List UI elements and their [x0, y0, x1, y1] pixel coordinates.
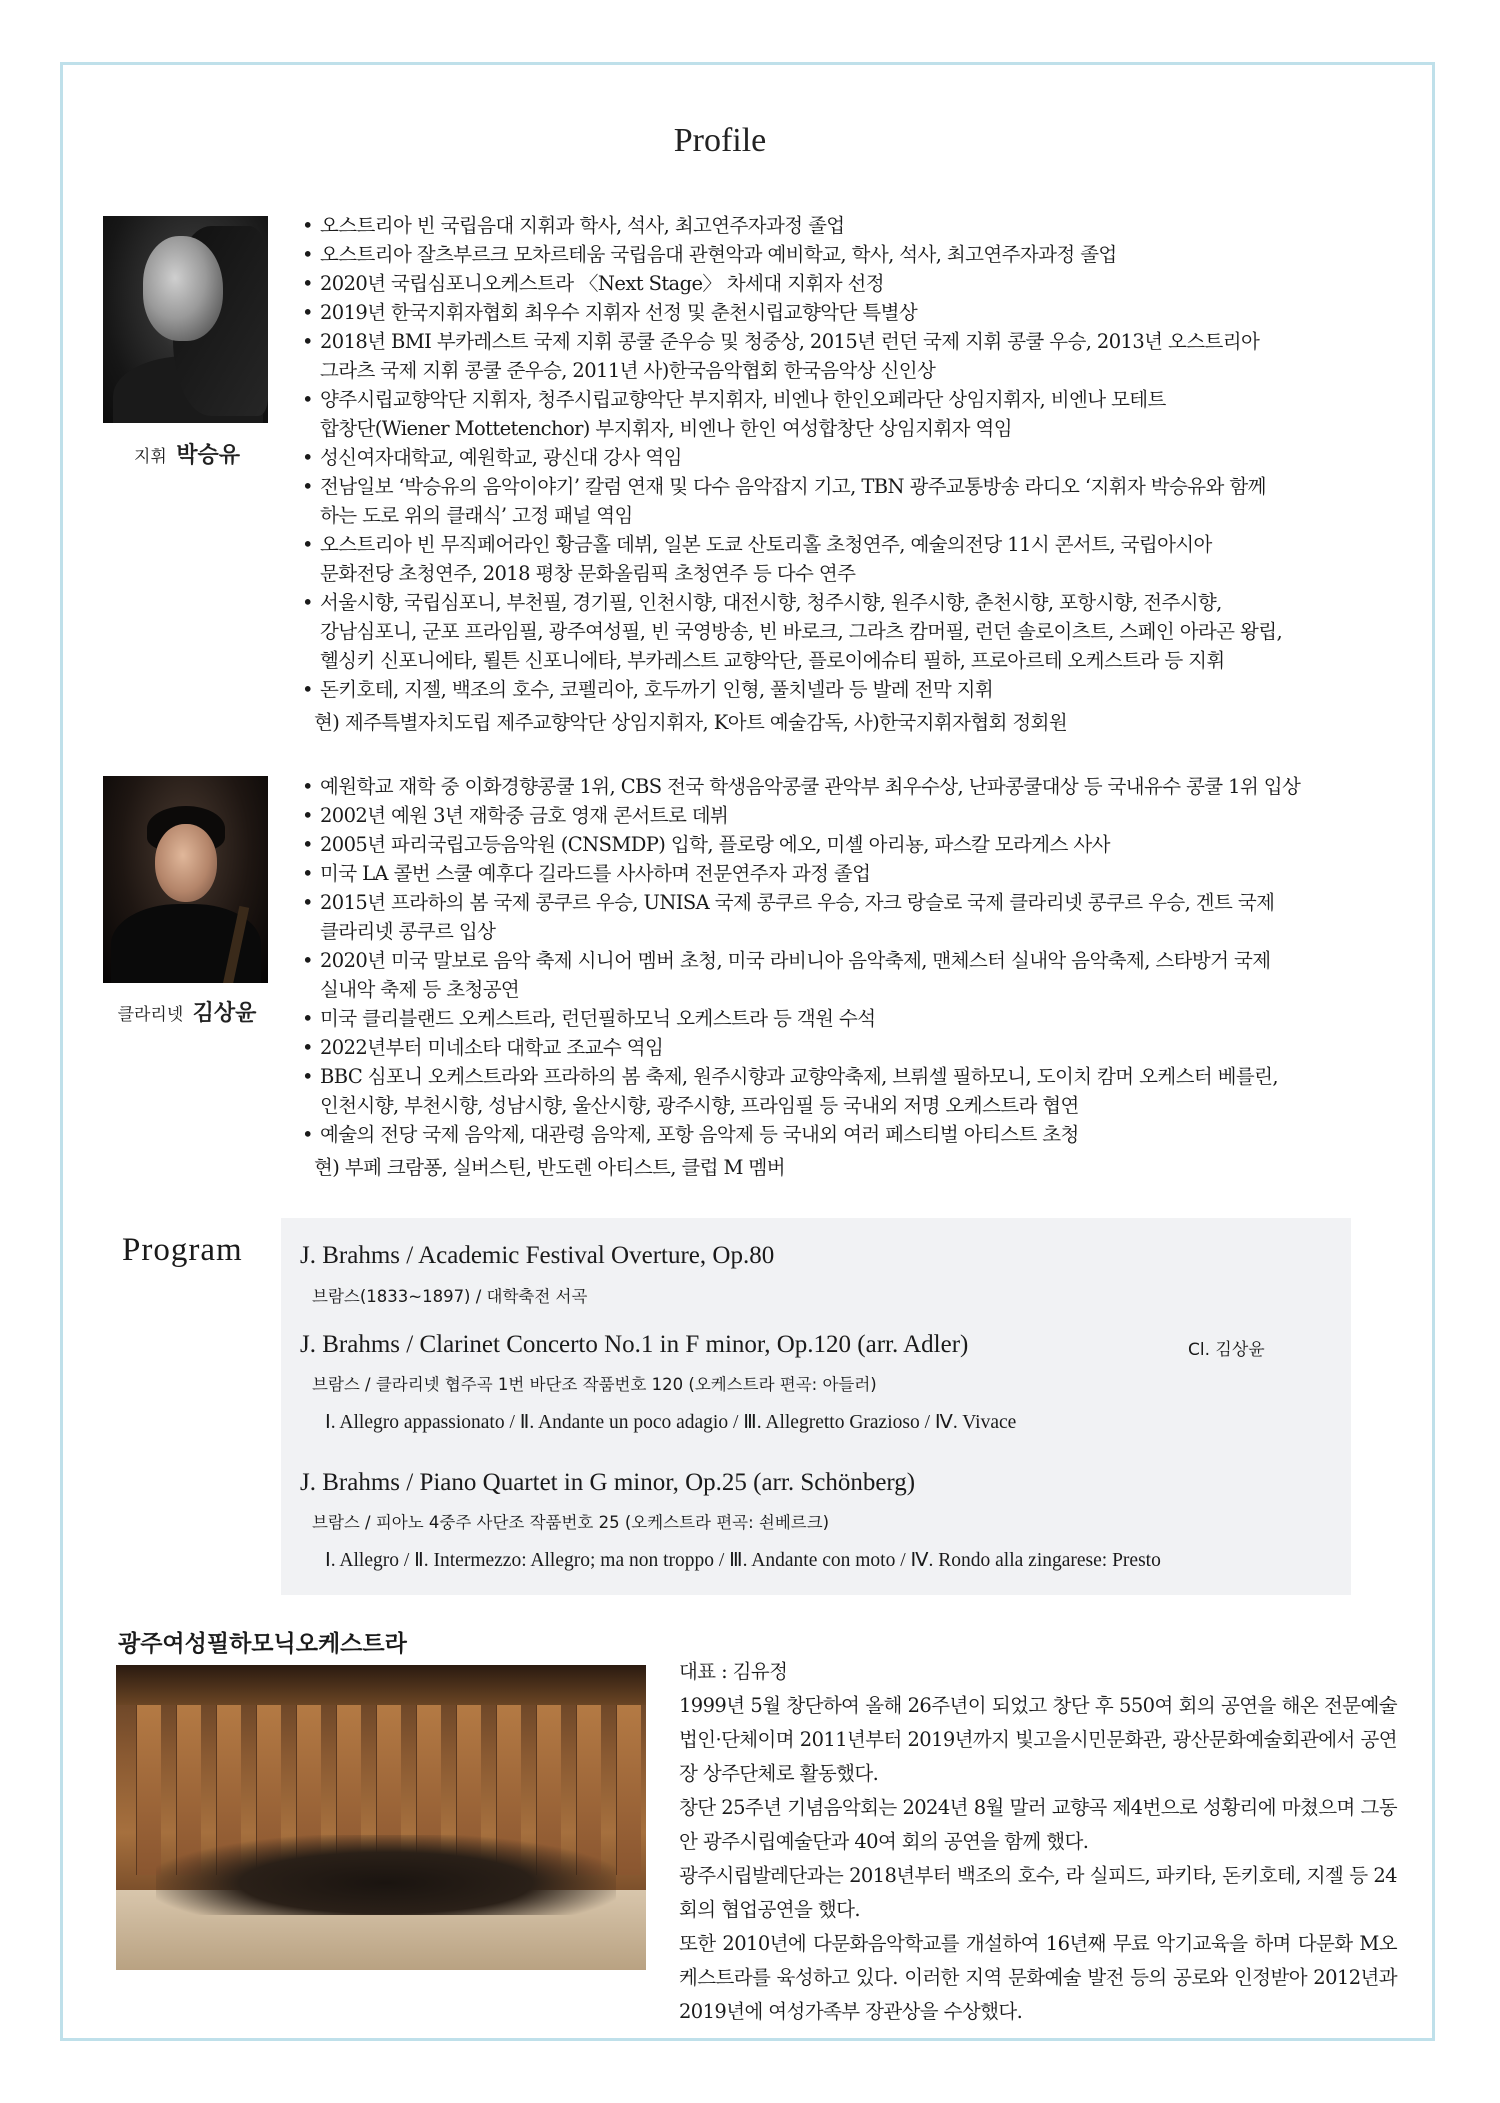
piece-korean-title: 브람스 / 피아노 4중주 사단조 작품번호 25 (오케스트라 편곡: 쇤베르크) — [312, 1513, 830, 1532]
clarinetist-bio-list — [302, 772, 1412, 1182]
conductor-name: 박승유 — [176, 443, 241, 468]
piece-title: J. Brahms / Clarinet Concerto No.1 in F minor, Op.120 (arr. Adler) — [300, 1331, 969, 1358]
bio-item: • 양주시립교향악단 지휘자, 청주시립교향악단 부지휘자, 비엔나 한인오페라단 상임지휘자, 비엔나 모테트 — [302, 385, 1412, 414]
orchestra-description — [679, 1655, 1397, 2029]
bio-item: • 오스트리아 잘츠부르크 모차르테움 국립음대 관현악과 예비학교, 학사, 석사, 최고연주자과정 졸업 — [302, 240, 1412, 269]
piece-korean-title: 브람스(1833~1897) / 대학축전 서곡 — [312, 1287, 588, 1306]
bio-item: • 2002년 예원 3년 재학중 금호 영재 콘서트로 데뷔 — [302, 801, 1412, 830]
bio-item: • 2020년 미국 말보로 음악 축제 시니어 멤버 초청, 미국 라비니아 음악축제, 맨체스터 실내악 음악축제, 스타방거 국제 — [302, 946, 1412, 975]
bio-item: • 2005년 파리국립고등음악원 (CNSMDP) 입학, 플로랑 에오, 미셸 아리뇽, 파스칼 모라게스 사사 — [302, 830, 1412, 859]
bio-item: • 예원학교 재학 중 이화경향콩쿨 1위, CBS 전국 학생음악콩쿨 관악부 최우수상, 난파콩쿨대상 등 국내유수 콩쿨 1위 입상 — [302, 772, 1412, 801]
bio-current-position: 현) 제주특별자치도립 제주교향악단 상임지휘자, K아트 예술감독, 사)한국지휘자협회 정회원 — [314, 711, 1068, 734]
orchestra-paragraph: 창단 25주년 기념음악회는 2024년 8월 말러 교향곡 제4번으로 성황리에 마쳤으며 그동안 광주시립예술단과 40여 회의 공연을 함께 했다. — [679, 1796, 1397, 1853]
bio-item: • 2020년 국립심포니오케스트라 〈Next Stage〉 차세대 지휘자 선정 — [302, 269, 1412, 298]
bio-item-cont: 합창단(Wiener Mottetenchor) 부지휘자, 비엔나 한인 여성합창단 상임지휘자 역임 — [320, 417, 1012, 440]
orchestra-name: 광주여성필하모닉오케스트라 — [118, 1631, 407, 1657]
orchestra-photo — [116, 1665, 646, 1970]
piece-title: J. Brahms / Piano Quartet in G minor, Op.25 (arr. Schönberg) — [300, 1469, 916, 1496]
orchestra-paragraph: 1999년 5월 창단하여 올해 26주년이 되었고 창단 후 550여 회의 공연을 해온 전문예술법인·단체이며 2011년부터 2019년까지 빛고을시민문화관, 광산문화예술회관에서 공연장 상주단체로 활동했다. — [679, 1694, 1397, 1785]
bio-item-cont: 헬싱키 신포니에타, 뢸튼 신포니에타, 부카레스트 교향악단, 플로이에슈티 필하, 프로아르테 오케스트라 등 지휘 — [320, 649, 1225, 672]
piece-korean-title: 브람스 / 클라리넷 협주곡 1번 바단조 작품번호 120 (오케스트라 편곡: 아들러) — [312, 1375, 877, 1394]
bio-item-cont: 인천시향, 부천시향, 성남시향, 울산시향, 광주시향, 프라임필 등 국내외 저명 오케스트라 협연 — [320, 1094, 1079, 1117]
bio-item: • 성신여자대학교, 예원학교, 광신대 강사 역임 — [302, 443, 1412, 472]
bio-item-cont: 문화전당 초청연주, 2018 평창 문화올림픽 초청연주 등 다수 연주 — [320, 562, 856, 585]
bio-item: • 오스트리아 빈 무직페어라인 황금홀 데뷔, 일본 도쿄 산토리홀 초청연주, 예술의전당 11시 콘서트, 국립아시아 — [302, 530, 1412, 559]
bio-item-cont: 실내악 축제 등 초청공연 — [320, 978, 520, 1001]
clarinetist-caption — [82, 996, 292, 1027]
program-box — [281, 1218, 1351, 1595]
bio-item-cont: 그라츠 국제 지휘 콩쿨 준우승, 2011년 사)한국음악협회 한국음악상 신인상 — [320, 359, 936, 382]
bio-item: • 2019년 한국지휘자협회 최우수 지휘자 선정 및 춘천시립교향악단 특별상 — [302, 298, 1412, 327]
bio-item: • 예술의 전당 국제 음악제, 대관령 음악제, 포항 음악제 등 국내외 여러 페스티벌 아티스트 초청 — [302, 1120, 1412, 1149]
piece-movements: Ⅰ. Allegro appassionato / Ⅱ. Andante un poco adagio / Ⅲ. Allegretto Grazioso / Ⅳ. Vivace — [325, 1412, 1017, 1433]
bio-item: • 2015년 프라하의 봄 국제 콩쿠르 우승, UNISA 국제 콩쿠르 우승, 자크 랑슬로 국제 클라리넷 콩쿠르 우승, 겐트 국제 — [302, 888, 1412, 917]
bio-item: • 미국 클리블랜드 오케스트라, 런던필하모닉 오케스트라 등 객원 수석 — [302, 1004, 1412, 1033]
orchestra-paragraph: 광주시립발레단과는 2018년부터 백조의 호수, 라 실피드, 파키타, 돈키호테, 지젤 등 24회의 협업공연을 했다. — [679, 1864, 1397, 1921]
bio-item: • 2018년 BMI 부카레스트 국제 지휘 콩쿨 준우승 및 청중상, 2015년 런던 국제 지휘 콩쿨 우승, 2013년 오스트리아 — [302, 327, 1412, 356]
soloist-credit: Cl. 김상윤 — [1188, 1340, 1265, 1360]
conductor-bio-list — [302, 211, 1412, 737]
orchestra-paragraph: 또한 2010년에 다문화음악학교를 개설하여 16년째 무료 악기교육을 하며 다문화 M오케스트라를 육성하고 있다. 이러한 지역 문화예술 발전 등의 공로와 인정받아 2012년과 2019년에 여성가족부 장관상을 수상했다. — [679, 1932, 1397, 2023]
conductor-photo — [103, 216, 268, 423]
bio-item-cont: 클라리넷 콩쿠르 입상 — [320, 920, 496, 943]
clarinetist-name: 김상윤 — [192, 1001, 257, 1026]
bio-item: • BBC 심포니 오케스트라와 프라하의 봄 축제, 원주시향과 교향악축제, 브뤼셀 필하모니, 도이치 캄머 오케스터 베를린, — [302, 1062, 1412, 1091]
bio-item: • 돈키호테, 지젤, 백조의 호수, 코펠리아, 호두까기 인형, 풀치넬라 등 발레 전막 지휘 — [302, 675, 1412, 704]
bio-item: • 2022년부터 미네소타 대학교 조교수 역임 — [302, 1033, 1412, 1062]
bio-item: • 전남일보 ‘박승유의 음악이야기’ 칼럼 연재 및 다수 음악잡지 기고, TBN 광주교통방송 라디오 ‘지휘자 박승유와 함께 — [302, 472, 1412, 501]
conductor-caption — [82, 438, 292, 469]
clarinetist-role: 클라리넷 — [117, 1005, 184, 1025]
program-label: Program — [122, 1232, 243, 1268]
piece-movements: Ⅰ. Allegro / Ⅱ. Intermezzo: Allegro; ma non troppo / Ⅲ. Andante con moto / Ⅳ. Rondo alla zingarese: Presto — [325, 1550, 1161, 1571]
bio-item: • 미국 LA 콜번 스쿨 예후다 길라드를 사사하며 전문연주자 과정 졸업 — [302, 859, 1412, 888]
bio-current-position: 현) 부페 크람퐁, 실버스틴, 반도렌 아티스트, 클럽 M 멤버 — [314, 1156, 785, 1179]
bio-item: • 오스트리아 빈 국립음대 지휘과 학사, 석사, 최고연주자과정 졸업 — [302, 211, 1412, 240]
page-title: Profile — [673, 122, 767, 159]
conductor-role: 지휘 — [133, 447, 167, 467]
bio-item-cont: 강남심포니, 군포 프라임필, 광주여성필, 빈 국영방송, 빈 바로크, 그라츠 캄머필, 런던 솔로이츠트, 스페인 아라곤 왕립, — [320, 620, 1283, 643]
bio-item: • 서울시향, 국립심포니, 부천필, 경기필, 인천시향, 대전시향, 청주시향, 원주시향, 춘천시향, 포항시향, 전주시향, — [302, 588, 1412, 617]
clarinetist-photo — [103, 776, 268, 983]
piece-title: J. Brahms / Academic Festival Overture, Op.80 — [300, 1242, 775, 1269]
bio-item-cont: 하는 도로 위의 클래식’ 고정 패널 역임 — [320, 504, 633, 527]
orchestra-representative: 대표 : 김유정 — [679, 1660, 788, 1683]
